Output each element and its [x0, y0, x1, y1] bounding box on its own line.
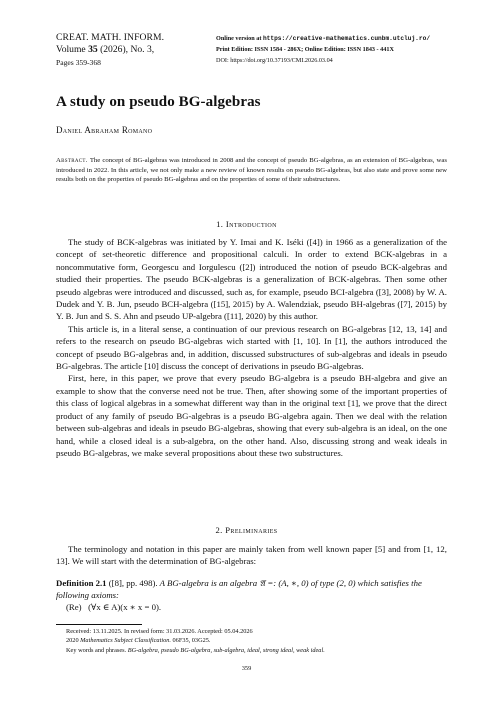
axiom-re	[66, 602, 161, 613]
section-heading-introduction: 1. Introduction	[216, 219, 277, 229]
paragraph: First, here, in this paper, we prove that every pseudo BG-algebra is a pseudo BH-algebra and give an example to show that the converse need not be true. Then, after showing some of the important properties of this class of logical algebras in a somewhat different way than in the original text [1], we prove that the direct product of any family of pseudo BG-algebras is a pseudo BG-algebra again. Then we deal with the relation between sub-algebras and ideals in pseudo BG-algebras, showing that every sub-algebra is an ideal, on the one hand, while a closed ideal is a sub-algebra, on the other hand. Also, discussing strong and weak ideals in pseudo BG-algebras, we make several propositions about these two substructures.	[56, 373, 447, 458]
definition-label: Definition 2.1	[56, 578, 107, 588]
pages-range: Pages 359-368	[56, 58, 101, 67]
definition-text: A BG-algebra is an algebra 𝔄 =: (A, ∗, 0) of type (2, 0) which satisfies the following axioms:	[56, 578, 422, 601]
paragraph: The study of BCK-algebras was initiated by Y. Imai and K. Iséki ([4]) in 1966 as a generalization of the concept of set-theoretic difference and propositional calculi. In order to extend BCK-algebras in a noncommutative form, Georgescu and Iorgulescu ([2]) introduced the notion of pseudo BCK-algebras and studied their properties. The pseudo BCK-algebras is a generalization of BCK-algebras. Then some other pseudo algebras were introduced and discussed, such as, for example, pseudo BCI-algebra ([3], 2008) by W. A. Dudek and Y. B. Jun, pseudo BCH-algebra ([15], 2015) by A. Walendziak, pseudo BH-algebras ([7], 2015) by Y. B. Jun and S. S. Ahn and pseudo UP-algebra ([11], 2020) by this author.	[56, 237, 447, 322]
abstract-label: Abstract.	[56, 157, 88, 164]
axiom-formula: (∀x ∈ A)(x ∗ x = 0).	[88, 602, 162, 612]
online-version: Online version at https://creative-mathematics.cunbm.utcluj.ro/	[216, 35, 431, 42]
publication-info	[216, 33, 466, 67]
axiom-label: (Re)	[66, 602, 82, 612]
journal-name: CREAT. MATH. INFORM.	[56, 32, 165, 43]
journal-header	[56, 32, 216, 68]
introduction-body	[56, 236, 447, 459]
page-number: 359	[241, 665, 252, 672]
paragraph: This article is, in a literal sense, a continuation of our previous research on BG-algebras [12, 13, 14] and refers to the research on pseudo BG-algebras wich started with [1, 10]. In [1], the authors introduced the concept of pseudo BG-algebras and, in addition, discussed substructures of sub-algebras and ideals in pseudo BG-algebras. The article [10] discuss the concept of derivations in pseudo BG-algebras.	[56, 323, 447, 372]
definition-citation: ([8], pp. 498).	[106, 578, 158, 588]
abstract	[56, 156, 447, 185]
msc-classification: 2020 Mathematics Subject Classification. 06F35, 03G25.	[66, 637, 211, 645]
section-heading-preliminaries: 2. Preliminaries	[215, 525, 278, 535]
footnote	[66, 627, 446, 655]
abstract-text: The concept of BG-algebras was introduced in 2008 and the concept of pseudo BG-algebras, as an extension of BG-algebras, was introduced in 2022. In this article, we not only make a new review of known results on pseudo BG-algebras, but also state and prove some new results both on the properties of pseudo BG-algebras and on the properties of some of their substructures.	[56, 157, 447, 184]
received-dates: Received: 13.11.2025. In revised form: 31.03.2026. Accepted: 05.04.2026	[66, 628, 253, 635]
online-url-link[interactable]: https://creative-mathematics.cunbm.utcluj.ro/	[262, 35, 431, 42]
paper-title: A study on pseudo BG-algebras	[56, 94, 261, 110]
doi-link[interactable]: DOI: https://doi.org/10.37193/CMI.2026.03.04	[216, 57, 333, 65]
footnote-rule	[56, 624, 142, 625]
volume-info: Volume 35 (2026), No. 3,	[56, 44, 155, 55]
definition-2-1	[56, 577, 447, 602]
keywords: Key words and phrases. BG-algebra, pseudo BG-algebra, sub-algebra, ideal, strong ideal, weak ideal.	[66, 646, 325, 654]
issn-line: Print Edition: ISSN 1584 - 286X; Online Edition: ISSN 1843 - 441X	[216, 46, 394, 54]
author-name: Daniel Abraham Romano	[56, 125, 153, 135]
preliminaries-body	[56, 543, 447, 568]
paragraph: The terminology and notation in this paper are mainly taken from well known paper [5] and from [1, 12, 13]. We will start with the determination of BG-algebras:	[56, 544, 447, 567]
